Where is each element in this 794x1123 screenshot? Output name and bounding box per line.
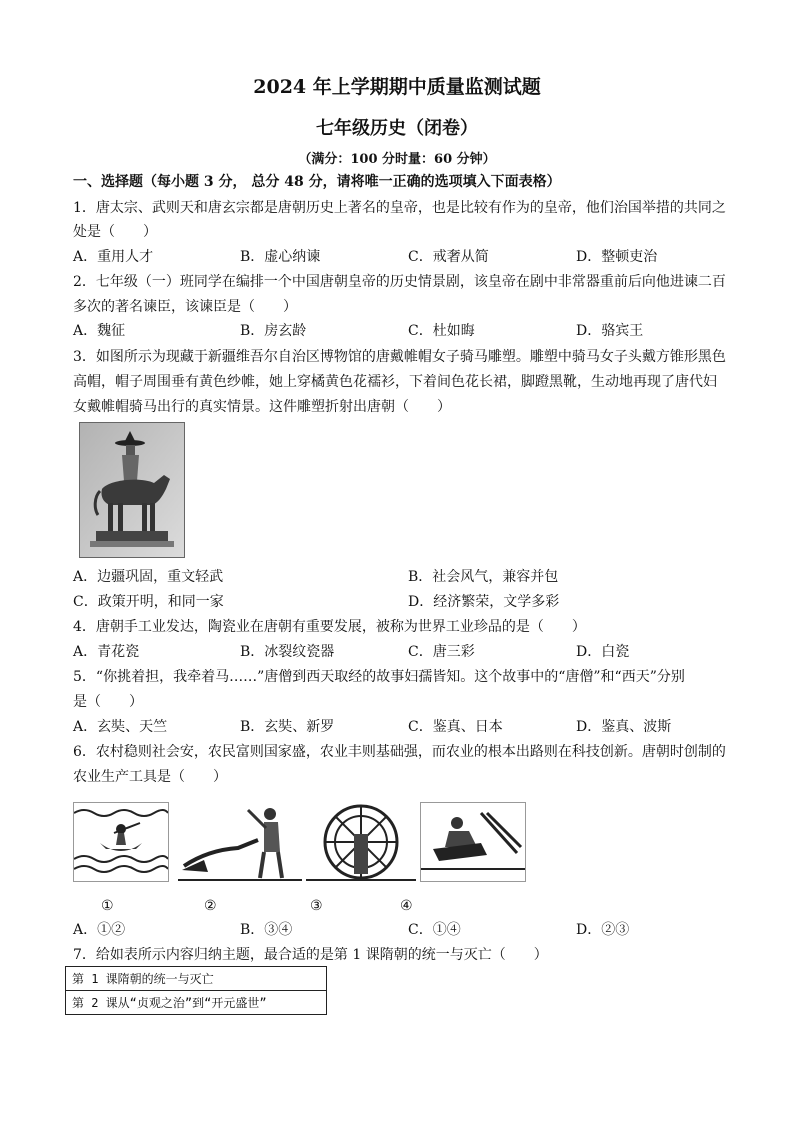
section-heading: 一、选择题（每小题 3 分， 总分 48 分，请将唯一正确的选项填入下面表格） — [73, 174, 561, 190]
q2-option-d: D．骆宾王 — [576, 323, 644, 339]
waterwheel-icon — [306, 800, 416, 882]
q5-option-a: A．玄奘、天竺 — [73, 719, 168, 735]
lesson-cell-2: 第 2 课从“贞观之治”到“开元盛世” — [66, 991, 327, 1015]
q5-option-b: B．玄奘、新罗 — [240, 719, 335, 735]
q5-option-c: C．鉴真、日本 — [408, 719, 503, 735]
q1-option-d: D．整顿吏治 — [576, 249, 658, 265]
horse-rider-sculpture-icon — [80, 423, 184, 557]
sculpture-photo — [79, 422, 185, 558]
q6-option-d: D．②③ — [576, 922, 630, 938]
q2-stem-line2: 多次的著名谏臣，该谏臣是（ ） — [73, 299, 297, 315]
q7-stem-line1: 7．给如表所示内容归纳主题，最合适的是第 1 课隋朝的统一与灭亡（ ） — [73, 947, 548, 963]
tool-picture-3 — [306, 800, 416, 882]
tool-label-3: ③ — [310, 898, 323, 914]
q6-option-b: B．③④ — [240, 922, 293, 938]
q4-stem-line1: 4．唐朝手工业发达，陶瓷业在唐朝有重要发展，被称为世界工业珍品的是（ ） — [73, 619, 586, 635]
tool-picture-2 — [178, 800, 302, 882]
q2-option-c: C．杜如晦 — [408, 323, 475, 339]
q5-stem-line1: 5．“你挑着担，我牵着马……”唐僧到西天取经的故事妇孺皆知。这个故事中的“唐僧”和“西天”分别 — [73, 669, 685, 685]
q3-stem-line3: 女戴帷帽骑马出行的真实情景。这件雕塑折射出唐朝（ ） — [73, 399, 451, 415]
q1-option-c: C．戒奢从简 — [408, 249, 489, 265]
q2-option-b: B．房玄龄 — [240, 323, 307, 339]
exam-title: 2024 年上学期期中质量监测试题 — [253, 76, 541, 98]
q4-option-b: B．冰裂纹瓷器 — [240, 644, 335, 660]
q1-stem-line2: 处是（ ） — [73, 224, 157, 240]
q1-option-b: B．虚心纳谏 — [240, 249, 321, 265]
q6-stem-line2: 农业生产工具是（ ） — [73, 769, 227, 785]
q6-option-a: A．①② — [73, 922, 126, 938]
q5-stem-line2: 是（ ） — [73, 694, 143, 710]
quyuan-plough-icon — [421, 803, 525, 881]
lesson-cell-1: 第 1 课隋朝的统一与灭亡 — [66, 967, 327, 991]
q2-stem-line1: 2．七年级（一）班同学在编排一个中国唐朝皇帝的历史情景剧，该皇帝在剧中非常器重前后向他进谏二百 — [73, 274, 726, 290]
q5-option-d: D．鉴真、波斯 — [576, 719, 672, 735]
exam-subject: 七年级历史（闭卷） — [316, 118, 478, 139]
table-row — [66, 991, 327, 1015]
q2-option-a: A．魏征 — [73, 323, 126, 339]
tool-picture-4 — [420, 802, 526, 882]
tool-label-1: ① — [101, 898, 114, 914]
tool-label-4: ④ — [400, 898, 413, 914]
tool-label-2: ② — [204, 898, 217, 914]
q4-option-d: D．白瓷 — [576, 644, 630, 660]
q3-option-b: B．社会风气，兼容并包 — [408, 569, 559, 585]
q6-option-c: C．①④ — [408, 922, 461, 938]
irrigation-boat-icon — [74, 803, 168, 881]
q6-stem-line1: 6．农村稳则社会安，农民富则国家盛，农业丰则基础强，而农业的根本出路则在科技创新。唐朝时创制的 — [73, 744, 726, 760]
tool-picture-1 — [73, 802, 169, 882]
table-row — [66, 967, 327, 991]
plough-farmer-icon — [178, 800, 302, 882]
exam-info: （满分：100 分时量：60 分钟） — [298, 152, 496, 167]
q1-option-a: A．重用人才 — [73, 249, 154, 265]
q1-stem-line1: 1．唐太宗、武则天和唐玄宗都是唐朝历史上著名的皇帝，也是比较有作为的皇帝，他们治国举措的共同之 — [73, 200, 726, 216]
q3-stem-line1: 3．如图所示为现藏于新疆维吾尔自治区博物馆的唐戴帷帽女子骑马雕塑。雕塑中骑马女子头戴方锥形黑色 — [73, 349, 726, 365]
q3-option-c: C．政策开明，和同一家 — [73, 594, 224, 610]
q3-stem-line2: 高帽，帽子周围垂有黄色纱帷，她上穿橘黄色花襦衫，下着间色花长裙，脚蹬黑靴，生动地再现了唐代妇 — [73, 374, 717, 390]
q4-option-a: A．青花瓷 — [73, 644, 140, 660]
q4-option-c: C．唐三彩 — [408, 644, 475, 660]
q3-option-a: A．边疆巩固，重文轻武 — [73, 569, 224, 585]
q3-option-d: D．经济繁荣，文学多彩 — [408, 594, 560, 610]
lesson-table — [65, 966, 327, 1015]
